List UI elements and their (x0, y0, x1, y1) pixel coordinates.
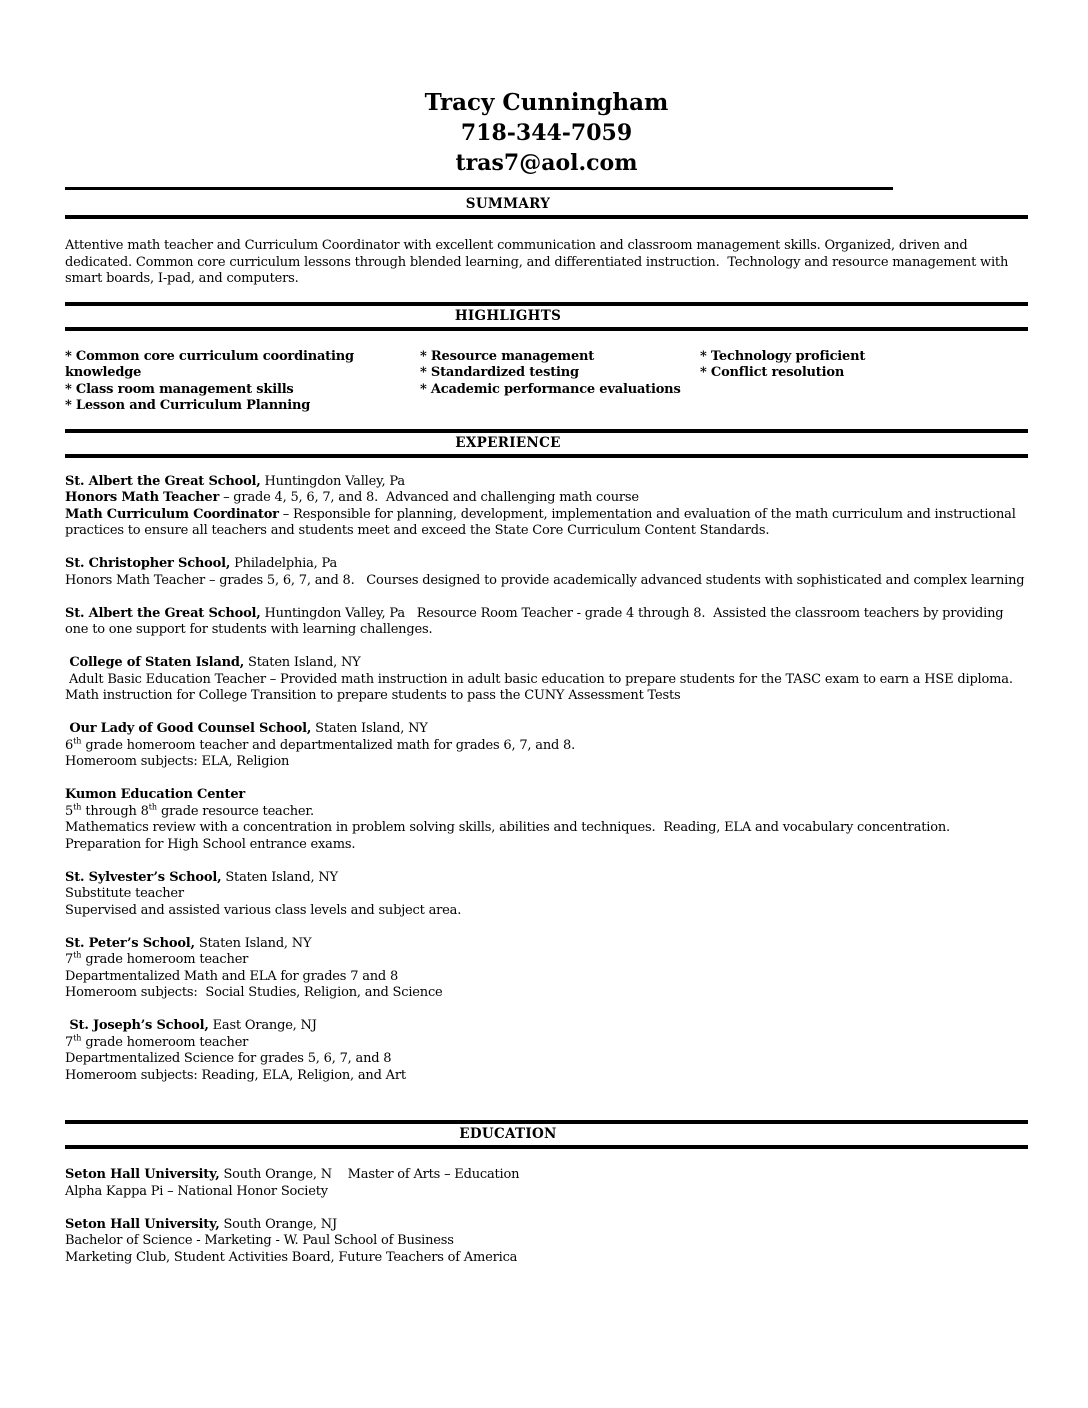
superscript-run: th (73, 736, 82, 746)
education-entry (65, 1167, 1028, 1200)
bold-text-run: Math Curriculum Coordinator (65, 506, 279, 522)
entry-line (65, 1217, 1028, 1234)
entry-line (65, 507, 1028, 540)
text-run: Supervised and assisted various class levels and subject area. (65, 902, 462, 918)
contact-header (65, 88, 1028, 178)
text-run: Staten Island, NY (311, 721, 428, 736)
text-run: Staten Island, NY (221, 869, 338, 885)
entry-line (65, 490, 1028, 507)
text-run: Philadelphia, Pa (230, 556, 338, 571)
bold-text-run: St. Albert the Great School, (65, 473, 261, 489)
text-run: through 8 (81, 803, 149, 819)
experience-entry (65, 556, 1028, 589)
text-run: Substitute teacher (65, 886, 184, 901)
experience-entry (65, 474, 1028, 540)
experience-entry (65, 606, 1028, 639)
highlight-item: * Standardized testing (420, 365, 579, 380)
text-run: Departmentalized Math and ELA for grades 7 and 8 (65, 968, 399, 984)
text-run: Adult Basic Education Teacher – Provided math instruction in adult basic education to prepare students for the TASC exam to earn a HSE diploma. Math instruction for College Transition to prepare students to pass the CUNY Assessment Tests (65, 671, 1025, 703)
experience-entry (65, 870, 1028, 920)
experience-entry (65, 721, 1028, 771)
entry-line (65, 655, 1028, 672)
text-run: Staten Island, NY (244, 655, 361, 670)
bold-text-run: Seton Hall University, (65, 1216, 220, 1232)
text-run: Mathematics review with a concentration in problem solving skills, abilities and techniques. Reading, ELA and vocabulary concentration. Preparation for High School entrance exams. (65, 820, 958, 852)
divider-thick (65, 1145, 1028, 1149)
divider-thick (65, 327, 1028, 331)
text-run: – grade 4, 5, 6, 7, and 8. Advanced and challenging math course (219, 490, 639, 505)
bold-text-run: College of Staten Island, (65, 655, 245, 670)
bold-text-run: St. Sylvester’s School, (65, 869, 222, 885)
entry-line (65, 985, 1028, 1002)
experience-entries (65, 474, 1028, 1085)
entry-line (65, 606, 1028, 639)
entry-line (65, 474, 1028, 491)
text-run: South Orange, NJ (219, 1216, 337, 1232)
highlights-title: HIGHLIGHTS (454, 307, 562, 324)
entry-line (65, 1035, 1028, 1052)
entry-line (65, 804, 1028, 821)
entry-line (65, 1018, 1028, 1035)
highlight-item: * Common core curriculum coordinating knowledge (65, 348, 359, 380)
phone-number: 718-344-7059 (460, 120, 633, 146)
superscript-run: th (73, 950, 82, 960)
entry-line (65, 903, 1028, 920)
text-run: Marketing Club, Student Activities Board, Future Teachers of America (65, 1249, 518, 1265)
text-run: Honors Math Teacher – grades 5, 6, 7, and 8. Courses designed to provide academically advanced students with sophisticated and complex learning (65, 572, 1025, 588)
divider-thick (65, 215, 1028, 219)
text-run: grade homeroom teacher and departmentalized math for grades 6, 7, and 8. (81, 737, 576, 753)
highlight-item: * Class room management skills (65, 381, 294, 397)
person-name: Tracy Cunningham (424, 89, 669, 116)
summary-paragraph: Attentive math teacher and Curriculum Coordinator with excellent communication and classroom management skills. Organized, driven and dedicated. Common core curriculum lessons through blended learning, and differentiated instruction. Technology and resource management with smart boards, I-pad, and computers. (65, 238, 1013, 286)
text-run: Huntingdon Valley, Pa Resource Room Teacher - grade 4 through 8. Assisted the classroom teachers by providing one to one support for students with learning challenges. (65, 605, 1008, 637)
entry-line (65, 936, 1028, 953)
text-run: Homeroom subjects: Social Studies, Religion, and Science (65, 985, 443, 1000)
experience-entry (65, 655, 1028, 705)
entry-line (65, 1051, 1028, 1068)
bold-text-run: St. Joseph’s School, (65, 1018, 209, 1033)
text-run: 7 (65, 1034, 74, 1050)
text-run: – Responsible for planning, development, implementation and evaluation of the math curriculum and instructional practices to ensure all teachers and students meet and exceed the State Core Curriculum Content Standards. (65, 506, 1020, 538)
entry-line (65, 1068, 1028, 1085)
entry-line (65, 870, 1028, 887)
highlights-columns (65, 349, 1028, 415)
highlights-section-header (65, 302, 1028, 331)
text-run: 6 (65, 737, 74, 753)
bold-text-run: St. Albert the Great School, (65, 605, 261, 621)
text-run: grade homeroom teacher (81, 952, 249, 967)
text-run: grade resource teacher. (157, 803, 314, 819)
summary-title: SUMMARY (465, 196, 551, 212)
education-entry (65, 1217, 1028, 1267)
highlight-item: * Conflict resolution (700, 365, 845, 380)
entry-line (65, 952, 1028, 969)
bold-text-run: Seton Hall University, (65, 1167, 220, 1182)
bold-text-run: Kumon Education Center (65, 787, 246, 802)
education-title: EDUCATION (459, 1126, 557, 1142)
entry-line (65, 787, 1028, 804)
entry-line (65, 721, 1028, 738)
entry-line (65, 1233, 1028, 1250)
bold-text-run: Honors Math Teacher (65, 490, 220, 505)
superscript-run: th (73, 802, 82, 812)
entry-line (65, 969, 1028, 986)
experience-section-header (65, 429, 1028, 458)
text-run: 5 (65, 803, 74, 819)
highlights-column (65, 349, 420, 415)
entry-line (65, 754, 1028, 771)
entry-line (65, 820, 1028, 853)
entry-line (65, 886, 1028, 903)
bold-text-run: St. Christopher School, (65, 556, 231, 571)
highlights-column (420, 349, 700, 415)
summary-section-header (65, 187, 1028, 219)
text-run: Homeroom subjects: ELA, Religion (65, 754, 290, 769)
experience-title: EXPERIENCE (455, 434, 561, 451)
highlights-column (700, 349, 1028, 415)
highlight-item: * Lesson and Curriculum Planning (65, 398, 311, 413)
text-run: Bachelor of Science - Marketing - W. Paul School of Business (65, 1233, 454, 1248)
entry-line (65, 573, 1028, 590)
text-run: Alpha Kappa Pi – National Honor Society (65, 1183, 328, 1199)
text-run: Departmentalized Science for grades 5, 6, 7, and 8 (65, 1051, 392, 1066)
text-run: 7 (65, 952, 74, 967)
text-run: grade homeroom teacher (81, 1034, 249, 1050)
highlight-item: * Resource management (420, 348, 595, 364)
bold-text-run: St. Peter’s School, (65, 935, 195, 951)
text-run: Staten Island, NY (194, 935, 312, 951)
experience-entry (65, 787, 1028, 853)
experience-entry (65, 936, 1028, 1002)
bold-text-run: Our Lady of Good Counsel School, (65, 721, 312, 736)
divider-thin (65, 187, 893, 190)
highlight-item: * Academic performance evaluations (420, 381, 681, 397)
education-entries (65, 1167, 1028, 1266)
text-run: Huntingdon Valley, Pa (260, 473, 405, 489)
entry-line (65, 1184, 1028, 1201)
text-run: South Orange, N Master of Arts – Education (219, 1167, 520, 1182)
entry-line (65, 672, 1028, 705)
divider-thick (65, 454, 1028, 458)
entry-line (65, 738, 1028, 755)
superscript-run: th (73, 1033, 82, 1043)
superscript-run: th (148, 802, 158, 812)
experience-entry (65, 1018, 1028, 1084)
entry-line (65, 1250, 1028, 1267)
text-run: East Orange, NJ (208, 1018, 317, 1033)
entry-line (65, 556, 1028, 573)
text-run: Homeroom subjects: Reading, ELA, Religion, and Art (65, 1067, 406, 1083)
highlight-item: * Technology proficient (700, 348, 866, 364)
education-section-header (65, 1120, 1028, 1149)
email-address: tras7@aol.com (455, 150, 638, 176)
entry-line (65, 1167, 1028, 1184)
